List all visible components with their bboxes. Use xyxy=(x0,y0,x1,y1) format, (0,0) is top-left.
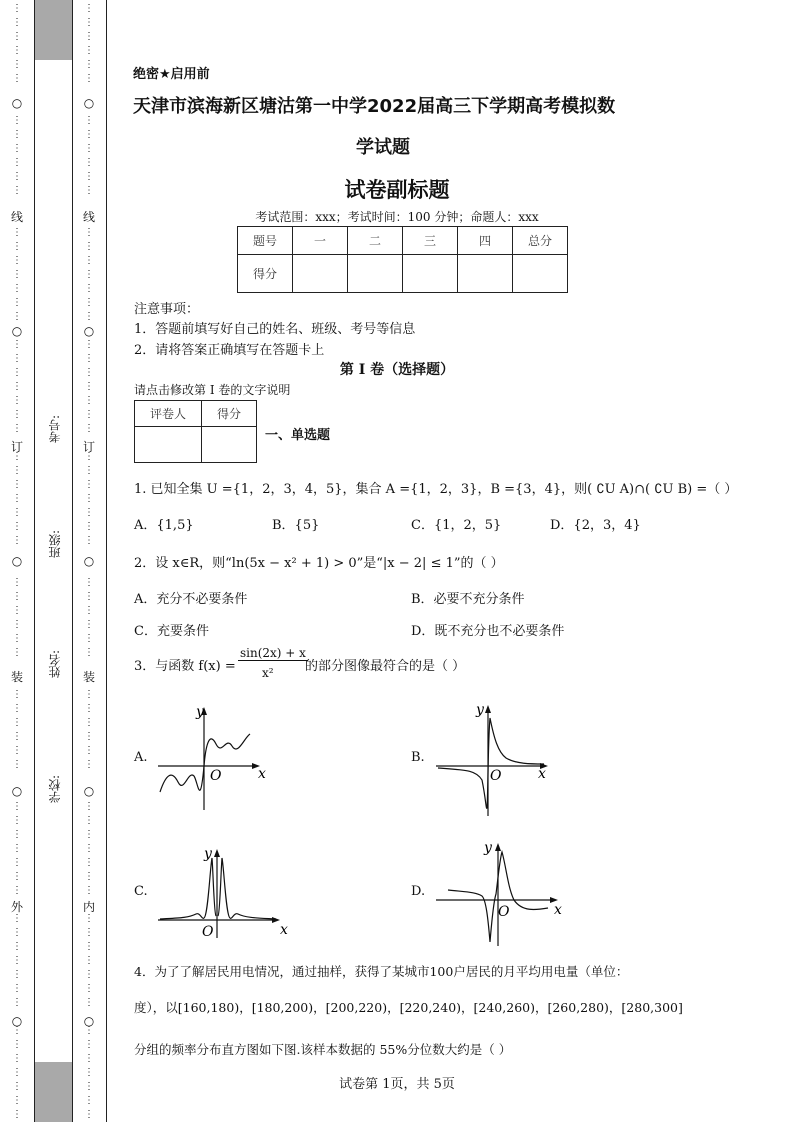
score-cell[interactable] xyxy=(348,255,403,293)
dot: ⋮ xyxy=(84,353,94,364)
dot: ⋮ xyxy=(12,381,22,392)
graph-c[interactable] xyxy=(158,844,293,939)
note-item: 1．答题前填写好自己的姓名、班级、考号等信息 xyxy=(134,322,416,337)
dot: ⋮ xyxy=(84,913,94,924)
dot: ⋮ xyxy=(12,983,22,994)
dot: ⋮ xyxy=(12,689,22,700)
dot: ⋮ xyxy=(12,619,22,630)
origin-label: O xyxy=(202,924,214,940)
inner-circle: ○ xyxy=(83,784,95,798)
dot: ⋮ xyxy=(84,1053,94,1064)
dot: ⋮ xyxy=(84,997,94,1008)
outer-label-xian: 线 xyxy=(10,210,23,224)
binding-line-inner xyxy=(106,0,107,1122)
origin-label: O xyxy=(210,768,222,784)
graph-b[interactable] xyxy=(436,700,556,820)
dot: ⋮ xyxy=(12,507,22,518)
score-header: 三 xyxy=(403,227,458,255)
grader-cell[interactable] xyxy=(202,427,257,463)
dot: ⋮ xyxy=(84,479,94,490)
dot: ⋮ xyxy=(84,647,94,658)
dot: ⋮ xyxy=(84,1081,94,1092)
dot: ⋮ xyxy=(12,633,22,644)
field-name: 姓名: xyxy=(48,650,62,679)
question-4-line2: 度），以[160,180)，[180,200)，[200,220)，[220,240)，[240,260)，[260,280)，[280,300] xyxy=(134,1000,683,1015)
dot: ⋮ xyxy=(12,955,22,966)
dot: ⋮ xyxy=(84,381,94,392)
dot: ⋮ xyxy=(84,801,94,812)
q3-fraction-numerator: sin(2x) + x xyxy=(240,646,306,660)
dot: ⋮ xyxy=(84,633,94,644)
grader-table xyxy=(134,400,257,463)
q1-option-a: A．{1,5} xyxy=(134,518,194,533)
dot: ⋮ xyxy=(84,297,94,308)
dot: ⋮ xyxy=(84,31,94,42)
q3-option-a: A. xyxy=(134,750,148,765)
dot: ⋮ xyxy=(12,703,22,714)
dot: ⋮ xyxy=(12,465,22,476)
score-cell[interactable] xyxy=(293,255,348,293)
binding-line-mid xyxy=(72,0,73,1122)
outer-label-wai: 外 xyxy=(10,900,23,914)
dot: ⋮ xyxy=(12,1095,22,1106)
dot: ⋮ xyxy=(84,521,94,532)
dot: ⋮ xyxy=(12,255,22,266)
dot: ⋮ xyxy=(12,129,22,140)
dot: ⋮ xyxy=(12,185,22,196)
dot: ⋮ xyxy=(12,227,22,238)
dot: ⋮ xyxy=(12,493,22,504)
dot: ⋮ xyxy=(84,1039,94,1050)
dot: ⋮ xyxy=(84,185,94,196)
dot: ⋮ xyxy=(12,1109,22,1120)
dot: ⋮ xyxy=(12,339,22,350)
dot: ⋮ xyxy=(84,717,94,728)
part1-desc: 请点击修改第 I 卷的文字说明 xyxy=(134,383,291,397)
inner-label-nei: 内 xyxy=(82,900,95,914)
dot: ⋮ xyxy=(84,843,94,854)
dot: ⋮ xyxy=(12,647,22,658)
inner-label-zhuang: 装 xyxy=(82,670,95,684)
dot: ⋮ xyxy=(12,115,22,126)
question-2: 2．设 x∈R，则“ln(5x − x² + 1) > 0”是“|x − 2| ≤ 1”的（ ） xyxy=(134,556,504,571)
q3-option-b: B. xyxy=(411,750,425,765)
dot: ⋮ xyxy=(84,857,94,868)
grader-header: 得分 xyxy=(202,401,257,427)
q1-option-b: B．{5} xyxy=(272,518,320,533)
q3-option-d: D. xyxy=(411,884,426,899)
dot: ⋮ xyxy=(12,605,22,616)
dot: ⋮ xyxy=(12,731,22,742)
margin-shade-top xyxy=(35,0,72,60)
dot: ⋮ xyxy=(12,857,22,868)
dot: ⋮ xyxy=(84,269,94,280)
q1-option-c: C．{1，2，5} xyxy=(411,518,502,533)
dot: ⋮ xyxy=(84,969,94,980)
dot: ⋮ xyxy=(12,283,22,294)
dot: ⋮ xyxy=(12,157,22,168)
dot: ⋮ xyxy=(12,143,22,154)
secret-label: 绝密★启用前 xyxy=(133,67,210,82)
dot: ⋮ xyxy=(12,423,22,434)
grader-header: 评卷人 xyxy=(135,401,202,427)
outer-circle: ○ xyxy=(11,1014,23,1028)
dot: ⋮ xyxy=(84,157,94,168)
dot: ⋮ xyxy=(12,241,22,252)
graph-d[interactable] xyxy=(436,838,571,948)
dot: ⋮ xyxy=(84,535,94,546)
dot: ⋮ xyxy=(12,913,22,924)
question-4-line1: 4．为了了解居民用电情况，通过抽样，获得了某城市100户居民的月平均用电量（单位： xyxy=(134,964,629,979)
dot: ⋮ xyxy=(12,927,22,938)
question-3-prefix: 3．与函数 f(x) = xyxy=(134,659,236,674)
dot: ⋮ xyxy=(12,829,22,840)
score-header: 四 xyxy=(458,227,513,255)
dot: ⋮ xyxy=(84,451,94,462)
part1-title: 第 I 卷（选择题） xyxy=(339,362,455,378)
dot: ⋮ xyxy=(12,3,22,14)
dot: ⋮ xyxy=(84,871,94,882)
question-4-line3: 分组的频率分布直方图如下图.该样本数据的 55%分位数大约是（ ） xyxy=(134,1042,512,1057)
dot: ⋮ xyxy=(84,745,94,756)
q3-option-c: C. xyxy=(134,884,148,899)
section-title: 一、单选题 xyxy=(265,428,331,443)
dot: ⋮ xyxy=(12,1081,22,1092)
margin-shade-bottom xyxy=(35,1062,72,1122)
dot: ⋮ xyxy=(12,17,22,28)
dot: ⋮ xyxy=(84,927,94,938)
inner-circle: ○ xyxy=(83,324,95,338)
dot: ⋮ xyxy=(84,339,94,350)
score-header: 二 xyxy=(348,227,403,255)
dot: ⋮ xyxy=(84,493,94,504)
dot: ⋮ xyxy=(84,885,94,896)
dot: ⋮ xyxy=(84,171,94,182)
score-cell[interactable] xyxy=(458,255,513,293)
dot: ⋮ xyxy=(12,941,22,952)
outer-circle: ○ xyxy=(11,784,23,798)
dot: ⋮ xyxy=(84,143,94,154)
dot: ⋮ xyxy=(12,353,22,364)
dot: ⋮ xyxy=(12,171,22,182)
q2-option-d: D．既不充分也不必要条件 xyxy=(411,624,565,639)
exam-info: 考试范围：xxx；考试时间：100 分钟；命题人：xxx xyxy=(255,210,539,224)
dot: ⋮ xyxy=(84,59,94,70)
score-header: 一 xyxy=(293,227,348,255)
dot: ⋮ xyxy=(84,1095,94,1106)
dot: ⋮ xyxy=(84,1067,94,1078)
dot: ⋮ xyxy=(84,241,94,252)
dot: ⋮ xyxy=(84,577,94,588)
inner-circle: ○ xyxy=(83,1014,95,1028)
notes-title: 注意事项： xyxy=(134,302,200,317)
score-row-label: 得分 xyxy=(238,255,293,293)
dot: ⋮ xyxy=(84,829,94,840)
field-class: 班级: xyxy=(48,530,62,559)
question-3-suffix: 的部分图像最符合的是（ ） xyxy=(305,659,466,674)
axis-x-label: x xyxy=(538,766,546,782)
dot: ⋮ xyxy=(84,465,94,476)
dot: ⋮ xyxy=(12,451,22,462)
dot: ⋮ xyxy=(84,941,94,952)
origin-label: O xyxy=(498,904,510,920)
dot: ⋮ xyxy=(84,73,94,84)
outer-circle: ○ xyxy=(11,96,23,110)
dot: ⋮ xyxy=(12,843,22,854)
dot: ⋮ xyxy=(84,311,94,322)
dot: ⋮ xyxy=(84,395,94,406)
dot: ⋮ xyxy=(12,367,22,378)
axis-y-label: y xyxy=(196,704,204,720)
dot: ⋮ xyxy=(12,1025,22,1036)
dot: ⋮ xyxy=(12,521,22,532)
dot: ⋮ xyxy=(12,591,22,602)
dot: ⋮ xyxy=(12,815,22,826)
outer-label-ding: 订 xyxy=(10,440,23,454)
dot: ⋮ xyxy=(12,871,22,882)
field-school: 学校: xyxy=(48,775,62,804)
dot: ⋮ xyxy=(84,605,94,616)
q1-option-d: D．{2，3，4} xyxy=(550,518,641,533)
dot: ⋮ xyxy=(84,3,94,14)
dot: ⋮ xyxy=(84,367,94,378)
dot: ⋮ xyxy=(12,269,22,280)
dot: ⋮ xyxy=(84,703,94,714)
inner-circle: ○ xyxy=(83,554,95,568)
dot: ⋮ xyxy=(84,983,94,994)
dot: ⋮ xyxy=(84,619,94,630)
score-header: 总分 xyxy=(513,227,568,255)
dot: ⋮ xyxy=(84,507,94,518)
dot: ⋮ xyxy=(84,45,94,56)
grader-cell[interactable] xyxy=(135,427,202,463)
dot: ⋮ xyxy=(12,1039,22,1050)
dot: ⋮ xyxy=(84,689,94,700)
dot: ⋮ xyxy=(84,1025,94,1036)
dot: ⋮ xyxy=(12,801,22,812)
dot: ⋮ xyxy=(12,997,22,1008)
axis-y-label: y xyxy=(204,846,212,862)
inner-circle: ○ xyxy=(83,96,95,110)
dot: ⋮ xyxy=(12,1067,22,1078)
dot: ⋮ xyxy=(84,955,94,966)
dot: ⋮ xyxy=(12,395,22,406)
dot: ⋮ xyxy=(12,885,22,896)
binding-line-outer xyxy=(34,0,35,1122)
note-item: 2．请将答案正确填写在答题卡上 xyxy=(134,343,325,358)
score-header: 题号 xyxy=(238,227,293,255)
dot: ⋮ xyxy=(84,423,94,434)
dot: ⋮ xyxy=(84,115,94,126)
dot: ⋮ xyxy=(12,535,22,546)
dot: ⋮ xyxy=(12,311,22,322)
inner-label-xian: 线 xyxy=(82,210,95,224)
page-footer: 试卷第 1页，共 5页 xyxy=(339,1077,455,1092)
axis-y-label: y xyxy=(476,702,484,718)
score-table xyxy=(237,226,568,293)
dot: ⋮ xyxy=(12,409,22,420)
dot: ⋮ xyxy=(12,717,22,728)
dot: ⋮ xyxy=(12,759,22,770)
axis-x-label: x xyxy=(280,922,288,938)
page-subtitle: 试卷副标题 xyxy=(344,178,450,202)
dot: ⋮ xyxy=(84,227,94,238)
question-1: 1. 已知全集 U ={1，2，3，4，5}，集合 A ={1，2，3}，B ={3，4}，则( ∁U A)∩( ∁U B) =（ ） xyxy=(134,482,738,497)
axis-y-label: y xyxy=(484,840,492,856)
dot: ⋮ xyxy=(12,745,22,756)
dot: ⋮ xyxy=(12,479,22,490)
dot: ⋮ xyxy=(12,577,22,588)
page-title-line2: 学试题 xyxy=(356,137,410,158)
dot: ⋮ xyxy=(12,59,22,70)
dot: ⋮ xyxy=(84,17,94,28)
dot: ⋮ xyxy=(84,129,94,140)
field-exam-number: 考号: xyxy=(48,415,62,444)
outer-label-zhuang: 装 xyxy=(10,670,23,684)
dot: ⋮ xyxy=(84,759,94,770)
score-cell[interactable] xyxy=(513,255,568,293)
dot: ⋮ xyxy=(84,591,94,602)
dot: ⋮ xyxy=(12,1053,22,1064)
origin-label: O xyxy=(490,768,502,784)
axis-x-label: x xyxy=(554,902,562,918)
axis-x-label: x xyxy=(258,766,266,782)
dot: ⋮ xyxy=(84,283,94,294)
outer-circle: ○ xyxy=(11,324,23,338)
dot: ⋮ xyxy=(84,731,94,742)
graph-a[interactable] xyxy=(158,702,268,812)
dot: ⋮ xyxy=(84,255,94,266)
dot: ⋮ xyxy=(84,1109,94,1120)
inner-label-ding: 订 xyxy=(82,440,95,454)
q3-fraction-denominator: x² xyxy=(262,666,274,680)
q2-option-b: B．必要不充分条件 xyxy=(411,592,525,607)
dot: ⋮ xyxy=(12,31,22,42)
dot: ⋮ xyxy=(12,73,22,84)
dot: ⋮ xyxy=(12,969,22,980)
dot: ⋮ xyxy=(12,45,22,56)
dot: ⋮ xyxy=(12,297,22,308)
dot: ⋮ xyxy=(84,815,94,826)
score-cell[interactable] xyxy=(403,255,458,293)
outer-circle: ○ xyxy=(11,554,23,568)
q2-option-a: A．充分不必要条件 xyxy=(134,592,248,607)
page-title-line1: 天津市滨海新区塘沽第一中学2022届高三下学期高考模拟数 xyxy=(133,96,616,117)
dot: ⋮ xyxy=(84,409,94,420)
q2-option-c: C．充要条件 xyxy=(134,624,209,639)
